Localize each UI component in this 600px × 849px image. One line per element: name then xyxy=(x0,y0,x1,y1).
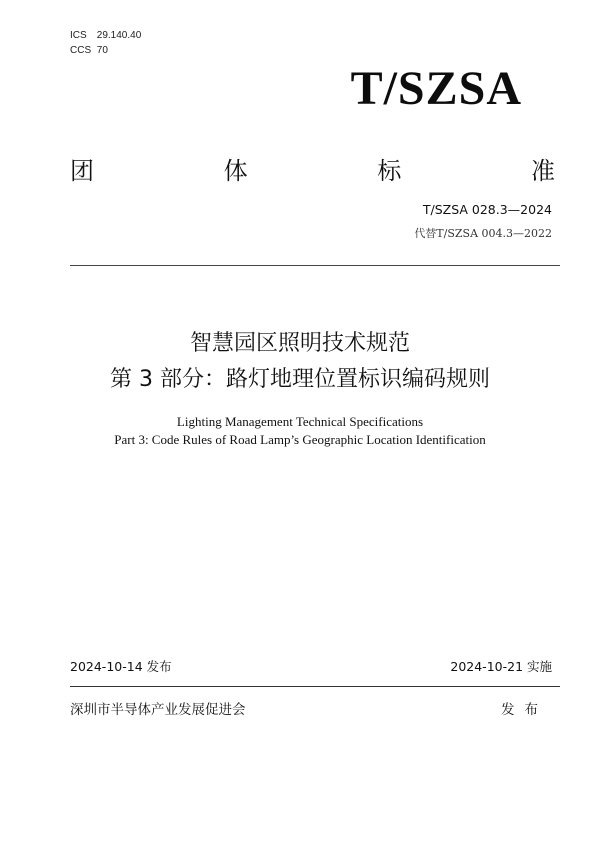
ics-label: ICS xyxy=(70,30,87,41)
title-english-line-1: Lighting Management Technical Specifications xyxy=(176,414,424,429)
standard-number: T/SZSA 028.3—2024 xyxy=(422,202,552,217)
bottom-divider xyxy=(70,686,560,687)
replaces-standard: 代替T/SZSA 004.3—2022 xyxy=(414,227,552,240)
standard-type-char: 团 xyxy=(70,157,94,185)
ccs-value: 70 xyxy=(96,45,108,56)
ccs-code xyxy=(70,45,108,57)
title-chinese-line-1: 智慧园区照明技术规范 xyxy=(189,331,410,356)
publish-label: 发布 xyxy=(501,702,548,718)
issuing-organization: 深圳市半导体产业发展促进会 xyxy=(70,702,246,718)
title-chinese-line-2: 第 3 部分：路灯地理位置标识编码规则 xyxy=(110,367,490,392)
top-divider xyxy=(70,265,560,266)
standard-type-char: 体 xyxy=(223,157,248,185)
ics-value: 29.140.40 xyxy=(96,30,142,41)
standard-type-char: 准 xyxy=(530,157,555,185)
implementation-date: 2024-10-21 实施 xyxy=(450,659,552,674)
title-english-line-2: Part 3: Code Rules of Road Lamp’s Geographic Location Identification xyxy=(114,432,486,447)
ccs-label: CCS xyxy=(70,45,92,56)
standard-logo: T/SZSA xyxy=(350,62,522,115)
standard-type-heading xyxy=(70,156,555,186)
standard-type-char: 标 xyxy=(377,157,402,185)
issue-date: 2024-10-14 发布 xyxy=(70,659,172,674)
ics-code xyxy=(70,30,141,42)
